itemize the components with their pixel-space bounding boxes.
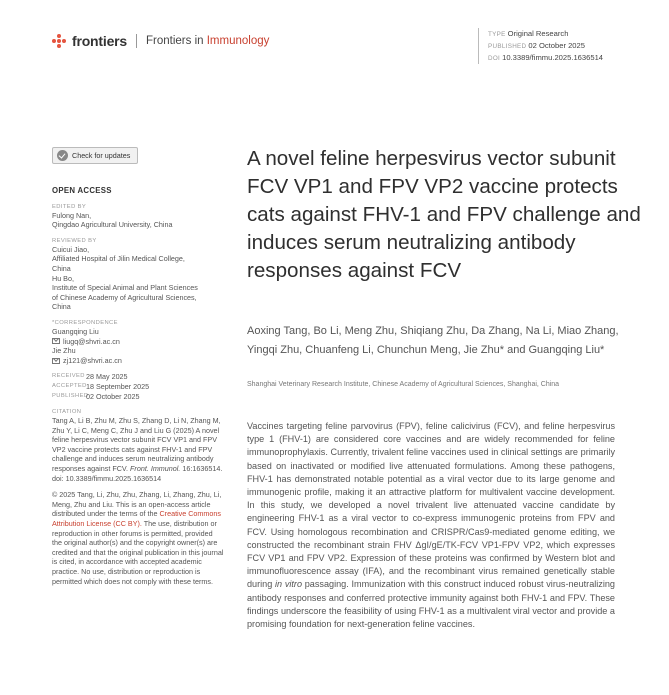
- published-date: 02 October 2025: [528, 41, 585, 50]
- envelope-icon: [52, 358, 60, 364]
- frontiers-logo-icon: [52, 34, 66, 48]
- check-icon: [57, 150, 68, 161]
- journal-header: [52, 33, 269, 49]
- article-meta: TYPE Original Research PUBLISHED 02 October 2025 DOI 10.3389/fimmu.2025.1636514: [478, 28, 603, 64]
- envelope-icon: [52, 338, 60, 344]
- article-type: Original Research: [507, 29, 569, 38]
- article-title: A novel feline herpesvirus vector subunit FCV VP1 and FPV VP2 vaccine protects cats against FHV-1 and FPV challenge and induces serum neutralizing antibody responses against FCV: [247, 147, 641, 282]
- email-link[interactable]: zj121@shvri.ac.cn: [52, 356, 224, 366]
- edited-by: EDITED BY Fulong Nan, Qingdao Agricultural University, China: [52, 203, 173, 230]
- sidebar: [52, 186, 224, 593]
- citation: CITATION Tang A, Li B, Zhu M, Zhu S, Zhang D, Li N, Zhang M, Zhu Y, Li C, Meng C, Zhu J and Liu G (2025) A novel feline herpesvirus vector subunit FCV VP1 and FPV VP2 vaccine protects cats against FHV-1 and FPV challenge and induces serum neutralizing antibody responses against FCV. Front. Immunol. 16:1636514. doi: 10.3389/fimmu.2025.1636514: [52, 409, 223, 483]
- email-link[interactable]: liugq@shvri.ac.cn: [52, 337, 224, 347]
- reviewed-by: REVIEWED BY Cuicui Jiao, Affiliated Hospital of Jilin Medical College, China Hu Bo, Institute of Special Animal and Plant Sciences of Chinese Academy of Agricultural Sciences, China: [52, 237, 198, 312]
- dates: RECEIVED 28 May 2025 ACCEPTED 18 September 2025 PUBLISHED 02 October 2025: [52, 372, 150, 401]
- check-for-updates-button[interactable]: Check for updates: [52, 147, 138, 164]
- license-link[interactable]: Creative Commons Attribution License (CC BY).: [52, 509, 221, 529]
- doi-link[interactable]: 10.3389/fimmu.2025.1636514: [502, 53, 604, 62]
- brand-name: frontiers: [72, 33, 127, 49]
- open-access-label: OPEN ACCESS: [52, 186, 112, 195]
- journal-title: Frontiers in Immunology: [146, 35, 270, 47]
- header-divider: [136, 34, 137, 48]
- abstract: Vaccines targeting feline parvovirus (FPV), feline calicivirus (FCV), and feline herpesvirus type 1 (FHV-1) are considered core vaccines and are widely recommended for feline immunoprophylaxis. Currently, trivalent feline vaccines used in clinical settings are primarily based on inactivated or modified live attenuated formulations. Among these pathogens, FHV-1 has demonstrated notable potential as a viral vector due to its large genome and immunogenic profile, making it an attractive platform for multivalent vaccine development. In this study, we developed a novel trivalent live attenuated vaccine candidate by engineering FHV-1 as a viral vector to co-express immunogenic proteins from FPV and FCV. Using homologous recombination and CRISPR/Cas9-mediated genome editing, we constructed the recombinant strain FHV ΔgI/gE/TK-FCV VP1-FPV VP2, which expresses FCV VP1 and FPV VP2. Expression of these proteins was confirmed by Western blot and immunofluorescence assay (IFA), and the recombinant virus remained genetically stable during in vitro passaging. Immunization with this construct induced robust virus-neutralizing antibody responses and conferred protective immunity against both FHV-1 and FPV. These findings underscore the feasibility of using FHV-1 as a multivalent viral vector and provide a promising foundation for next-generation feline vaccines.: [247, 421, 615, 630]
- affiliation: Shanghai Veterinary Research Institute, Chinese Academy of Agricultural Sciences, Shanghai, China: [247, 381, 560, 388]
- copyright: © 2025 Tang, Li, Zhu, Zhu, Zhang, Li, Zhang, Zhu, Li, Meng, Zhu and Liu. This is an open-access article distributed under the terms of the Creative Commons Attribution License (CC BY). The use, distribution or reproduction in other forums is permitted, provided the original author(s) and the copyright owner(s) are credited and that the original publication in this journal is cited, in accordance with accepted academic practice. No use, distribution or reproduction is permitted which does not comply with these terms.: [52, 490, 224, 586]
- author-list: Aoxing Tang, Bo Li, Meng Zhu, Shiqiang Zhu, Da Zhang, Na Li, Miao Zhang, Yingqi Zhu, Chuanfeng Li, Chunchun Meng, Jie Zhu* and Guangqing Liu*: [247, 325, 619, 356]
- correspondence: *CORRESPONDENCE Guangqing Liu liugq@shvri.ac.cn Jie Zhu zj121@shvri.ac.cn: [52, 319, 224, 365]
